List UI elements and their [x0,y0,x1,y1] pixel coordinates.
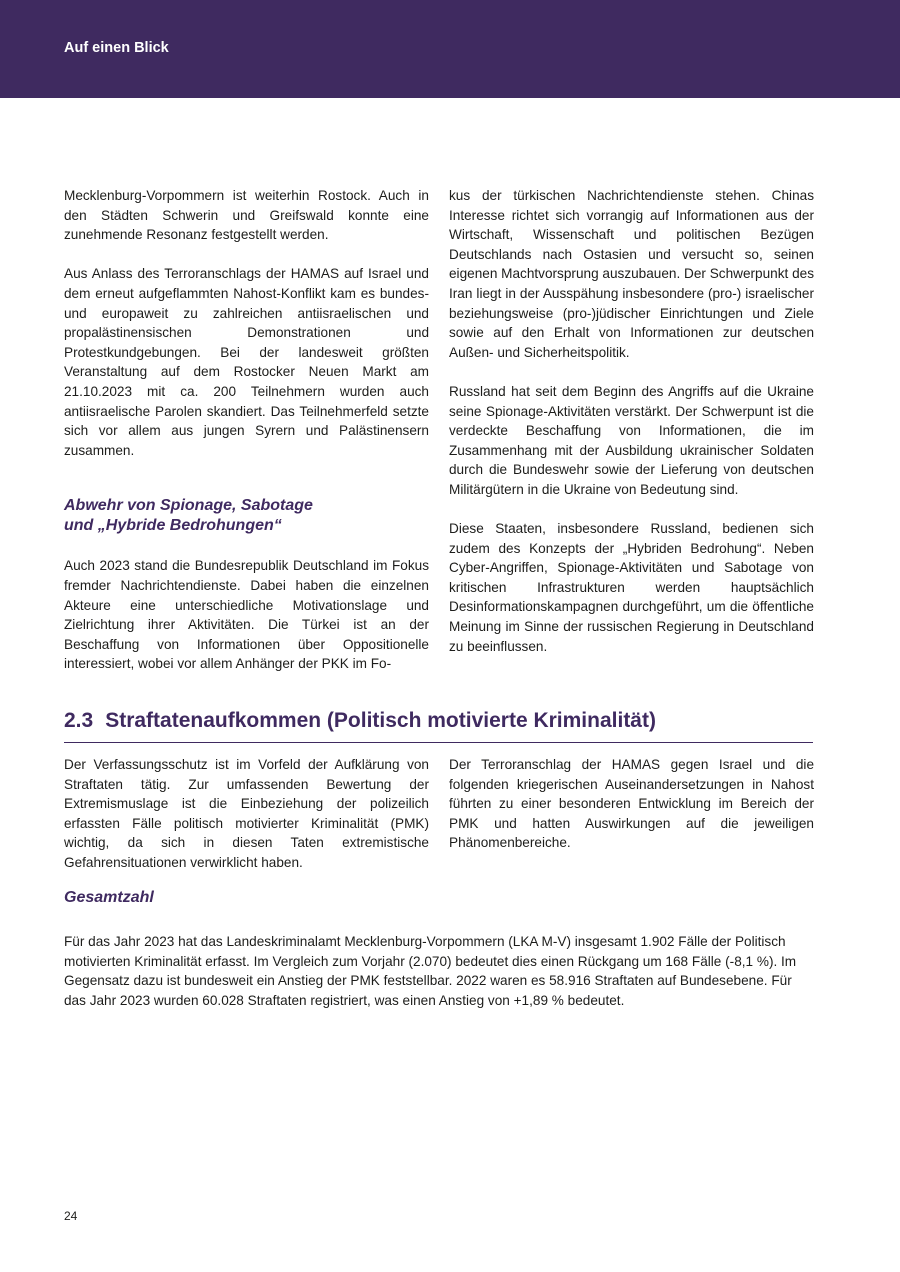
right-paragraph-3: Diese Staaten, insbesondere Russland, bedienen sich zudem des Konzepts der „Hybriden Bedrohung“. Neben Cyber-Angriffen, Spionage-Aktivitäten und Sabotage von kritischen Infrastrukturen werden hauptsächlich Desinformationskampagnen durchgeführt, um die öffentliche Meinung im Sinne der russischen Regierung in Deutschland zu beeinflussen. [449,521,814,654]
section-left-column [64,755,429,873]
right-column [449,186,814,656]
header-title: Auf einen Blick [64,40,169,56]
gesamtzahl-paragraph: Für das Jahr 2023 hat das Landeskriminalamt Mecklenburg-Vorpommern (LKA M-V) insgesamt 1.902 Fälle der Politisch motivierten Kriminalität erfasst. Im Vergleich zum Vorjahr (2.070) bedeutet dies einen Rückgang um 168 Fälle (-8,1 %). Im Gegensatz dazu ist bundesweit ein Anstieg der PMK feststellbar. 2022 waren es 58.916 Straftaten auf Bundesebene. Für das Jahr 2023 wurden 60.028 Straftaten registriert, was einen Anstieg von +1,89 % bedeutet. [64,934,797,1008]
section-left-paragraph: Der Verfassungsschutz ist im Vorfeld der Aufklärung von Straftaten tätig. Zur umfassenden Bewertung der Extremismuslage ist die Einbeziehung der polizeilich erfassten Fälle politisch motivierter Kriminalität (PMK) wichtig, da sich in diesen Taten extremistische Gefahrensituationen verwirklicht haben. [64,757,429,870]
section-right-column [449,755,814,853]
section-heading [64,706,813,743]
page-number: 24 [64,1209,78,1223]
header-band [0,0,900,98]
left-paragraph-2: Aus Anlass des Terroranschlags der HAMAS auf Israel und dem erneut aufgeflammten Nahost-Konflikt kam es bundes- und europaweit zu zahlreichen antiisraelischen und propalästinensischen Demonstrationen und Protestkundgebungen. Bei der landesweit größten Veranstaltung auf dem Rostocker Neuen Markt am 21.10.2023 mit ca. 200 Teilnehmern wurden auch antiisraelische Parolen skandiert. Das Teilnehmerfeld setzte sich vor allem aus jungen Syrern und Palästinensern zusammen. [64,266,429,458]
espionage-subheading-line-2: und „Hybride Bedrohungen“ [64,517,282,535]
left-paragraph-1: Mecklenburg-Vorpommern ist weiterhin Rostock. Auch in den Städten Schwerin und Greifswald konnte eine zunehmende Resonanz festgestellt werden. [64,188,429,243]
left-column [64,186,429,674]
right-paragraph-2: Russland hat seit dem Beginn des Angriffs auf die Ukraine seine Spionage-Aktivitäten verstärkt. Der Schwerpunt ist die verdeckte Beschaffung von Informationen, die im Zusammenhang mit der Ausbildung ukrainischer Soldaten durch die Bundeswehr sowie der Lieferung von deutschen Militärgütern in die Ukraine von Bedeutung sind. [449,383,814,497]
section-title: Straftatenaufkommen (Politisch motivierte Kriminalität) [105,709,656,732]
left-paragraph-3: Auch 2023 stand die Bundesrepublik Deutschland im Fokus fremder Nachrichtendienste. Dabei haben die einzelnen Akteure eine unterschiedliche Motivationslage und Zielrichtung ihrer Aktivitäten. Die Türkei ist an der Beschaffung von Informationen über Oppositionelle interessiert, wobei vor allem Anhänger der PKK im Fo- [64,558,429,672]
section-right-paragraph: Der Terroranschlag der HAMAS gegen Israel und die folgenden kriegerischen Auseinandersetzungen in Nahost führten zu einer besonderen Entwicklung im Bereich der PMK und hatten Auswirkungen auf die jeweiligen Phänomenbereiche. [449,757,814,851]
gesamtzahl-heading: Gesamtzahl [64,889,154,906]
section-number: 2.3 [64,709,94,732]
espionage-subheading [64,496,429,536]
right-paragraph-1: kus der türkischen Nachrichtendienste stehen. Chinas Interesse richtet sich vorrangig auf Informationen aus der Wirtschaft, Wissenschaft und politischen Bezügen Deutschlands nach Ostasien und versucht so, seinen eigenen Machtvorsprung auszubauen. Der Schwerpunkt des Iran liegt in der Ausspähung insbesondere (pro-) israelischer beziehungsweise (pro-)jüdischer Einrichtungen und Ziele sowie auf den Erhalt von Informationen zur deutschen Außen- und Sicherheitspolitik. [449,188,814,360]
espionage-subheading-line-1: Abwehr von Spionage, Sabotage [64,497,313,515]
